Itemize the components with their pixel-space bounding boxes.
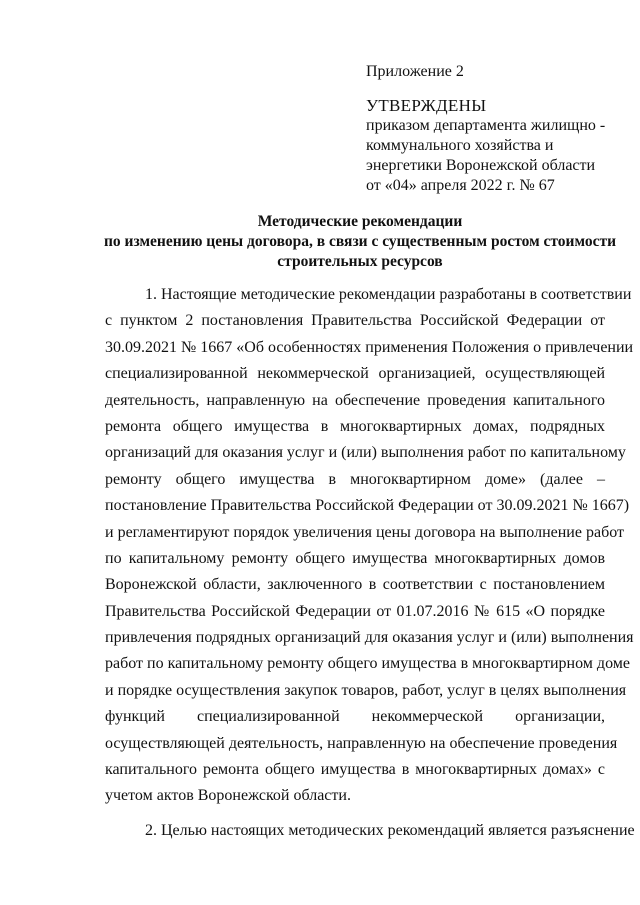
paragraph-line: капитального ремонта общего имущества в многоквартирных домах» с <box>105 761 605 779</box>
paragraph-line: работ по капитальному ремонту общего имущества в многоквартирном доме <box>105 655 630 673</box>
document-body <box>105 282 635 844</box>
paragraph-line: ремонту общего имущества в многоквартирном доме» (далее – <box>105 470 605 488</box>
paragraph-line: функций специализированной некоммерческой организации, <box>105 708 605 726</box>
paragraph-line: специализированной некоммерческой организацией, осуществляющей <box>105 365 605 383</box>
paragraph-1 <box>105 282 634 810</box>
approval-stamp <box>366 62 626 196</box>
paragraph-line: и порядке осуществления закупок товаров, работ, услуг в целях выполнения <box>105 681 627 699</box>
approval-line: энергетики Воронежской области <box>366 157 596 174</box>
paragraph-line: деятельность, направленную на обеспечение проведения капитального <box>105 391 605 409</box>
approval-line: приказом департамента жилищно - <box>366 117 606 134</box>
document-title <box>100 212 620 272</box>
title-line: Методические рекомендации <box>257 213 463 230</box>
paragraph-line: 30.09.2021 № 1667 «Об особенностях применения Положения о привлечении <box>105 338 634 356</box>
paragraph-line: Воронежской области, заключенного в соответствии с постановлением <box>105 576 605 594</box>
paragraph-line: учетом актов Воронежской области. <box>105 787 351 805</box>
appendix-label: Приложение 2 <box>366 63 464 80</box>
paragraph-line: привлечения подрядных организаций для оказания услуг и (или) выполнения <box>105 629 634 647</box>
paragraph-line: с пунктом 2 постановления Правительства Российской Федерации от <box>105 312 605 330</box>
title-line: строительных ресурсов <box>277 253 443 270</box>
paragraph-line: 1. Настоящие методические рекомендации разработаны в соответствии <box>145 286 632 303</box>
paragraph-line: 2. Целью настоящих методических рекомендаций является разъяснение <box>145 821 635 839</box>
paragraph-line: и регламентируют порядок увеличения цены договора на выполнение работ <box>105 523 624 541</box>
paragraph-gap <box>105 810 605 818</box>
paragraph-line: Правительства Российской Федерации от 01.07.2016 № 615 «О порядке <box>105 602 605 620</box>
paragraph-line: постановление Правительства Российской Федерации от 30.09.2021 № 1667) <box>105 497 630 515</box>
paragraph-2 <box>105 818 635 844</box>
paragraph-line: ремонта общего имущества в многоквартирных домах, подрядных <box>105 417 605 435</box>
approval-line: коммунального хозяйства и <box>366 137 554 154</box>
paragraph-line: по капитальному ремонту общего имущества многоквартирных домов <box>105 549 605 567</box>
approval-line: от «04» апреля 2022 г. № 67 <box>366 177 555 194</box>
paragraph-line: осуществляющей деятельность, направленную на обеспечение проведения <box>105 734 618 752</box>
title-line: по изменению цены договора, в связи с существенным ростом стоимости <box>103 233 616 250</box>
paragraph-line: организаций для оказания услуг и (или) выполнения работ по капитальному <box>105 444 626 462</box>
approved-heading: УТВЕРЖДЕНЫ <box>366 96 487 115</box>
